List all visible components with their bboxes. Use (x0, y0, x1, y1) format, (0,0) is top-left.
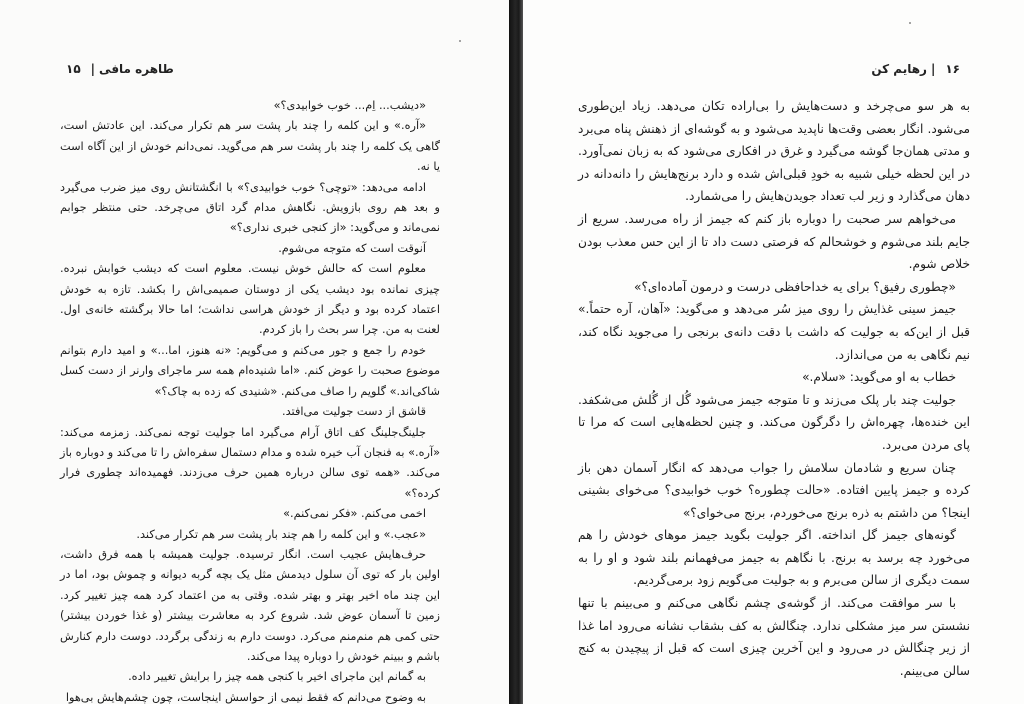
paragraph: با سر موافقت می‌کند. از گوشه‌ی چشم نگاهی می‌کنم و می‌بینم با تنها نشستن سر میز مشکلی ندارد. چنگالش به کف بشقاب نشانه می‌رود اما غذا از زیر چنگالش در می‌رود و این آخرین چیزی است که قبل از پیچیدن به کنج سالن می‌بینم. (578, 596, 970, 678)
left-page (0, 0, 509, 704)
paragraph: «آره.» و این کلمه را چند بار پشت سر هم تکرار می‌کند. این عادتش است، گاهی یک کلمه را چند بار پشت سر هم می‌گوید. نمی‌دانم خودش از این آگاه است یا نه. (60, 119, 440, 174)
right-page-header: ۱۶|رهایم کن (871, 62, 960, 76)
paragraph: به گمانم این ماجرای اخیر با کنجی همه چیز را برایش تغییر داده. (128, 670, 426, 684)
paper-speck (909, 22, 911, 24)
left-page-number: ۱۵ (66, 62, 81, 76)
paragraph: چنان سریع و شادمان سلامش را جواب می‌دهد که انگار آسمان دهن باز کرده و جیمز پایین افتاده. «حالت چطوره؟ خوب خوابیدی؟ می‌خوای بشینی اینجا؟ من داشتم به ذره برنج می‌خوردم، برنج می‌خوای؟» (578, 460, 970, 520)
paper-speck (459, 40, 461, 42)
paragraph: می‌خواهم سر صحبت را دوباره باز کنم که جیمز از راه می‌رسد. سریع از جایم بلند می‌شوم و خوشحالم که فرصتی دست داد تا از این حس معذب بودن خلاص شوم. (578, 211, 970, 272)
right-running-title: رهایم کن (871, 62, 927, 76)
paragraph: به هر سو می‌چرخد و دست‌هایش را بی‌اراده تکان می‌دهد. زیاد این‌طوری می‌شود. انگار بعضی وقت‌ها ناپدید می‌شود و به گوشه‌ای از ذهنش پناه می‌برد و مدتی همان‌جا گوشه می‌گیرد و غرق در افکاری می‌شود که به زبان نمی‌آورد. در این لحظه خیلی شبیه به خودِ قبلی‌اش شده و دارد برنج‌هایش را دانه‌دانه در دهان می‌گذارد و زیر لب تعداد جویدن‌هایش را می‌شمارد. (578, 99, 970, 204)
paragraph: جلینگ‌جلینگ کف اتاق آرام می‌گیرد اما جولیت توجه نمی‌کند. زمزمه می‌کند: «آره.» به فنجان آب خیره شده و مدام دستمال سفره‌اش را تا می‌کند و دوباره باز می‌کند. «همه توی سالن درباره همین حرف می‌زدند. فهمیده‌اند چطوری فرار کرده؟» (60, 425, 440, 500)
paragraph: «چطوری رفیق؟ برای یه خداحافظی درست و درمون آماده‌ای؟» (634, 279, 956, 294)
left-page-header: طاهره مافی|۱۵ (66, 62, 174, 76)
paragraph: خودم را جمع و جور می‌کنم و می‌گویم: «نه هنوز، اما...» و امید دارم بتوانم موضوع صحبت را عوض کنم. «اما شنیده‌ام همه سر ماجرای وارنر از دست کسل شاکی‌اند.» گلویم را صاف می‌کنم. «شنیدی که زده به چاک؟» (60, 343, 440, 398)
paragraph: ادامه می‌دهد: «توچی؟ خوب خوابیدی؟» با انگشتانش روی میز ضرب می‌گیرد و بعد هم روی بازویش. نگاهش مدام گرد اتاق می‌چرخد. حتی منتظر جوابم نمی‌ماند و می‌گوید: «از کنجی خبری نداری؟» (60, 180, 440, 235)
paragraph: آنوقت است که متوجه می‌شوم. (278, 241, 426, 255)
left-running-title: طاهره مافی (99, 62, 174, 76)
book-gutter (509, 0, 523, 704)
paragraph: خطاب به او می‌گوید: «سلام.» (802, 370, 956, 385)
paragraph: قاشق از دست جولیت می‌افتد. (282, 405, 426, 419)
paragraph: حرف‌هایش عجیب است. انگار ترسیده. جولیت همیشه با همه فرق داشت، اولین بار که توی آن سلول دیدمش مثل یک بچه گربه دیوانه و چموش بود، اما در این چند ماه اخیر بهتر و بهتر شده. وقتی به من اعتماد کرد همه چیز تغییر کرد. زمین تا آسمان عوض شد. شروع کرد به معاشرت بیشتر (و غذا خوردن بیشتر) حتی کمی هم منم‌منم می‌کرد. دوست دارم به زندگی برگردد. دوست دارم کنارش باشم و ببینم خودش را دوباره پیدا می‌کند. (60, 547, 440, 663)
paragraph: گونه‌های جیمز گل انداخته. اگر جولیت بگوید جیمز موهای خودش را هم می‌خورد چه برسد به برنج. با نگاهم به جیمز می‌فهمانم بلند شود و او را به سمت دیگری از سالن می‌برم و به جولیت می‌گویم زود برمی‌گردیم. (578, 528, 970, 588)
paragraph: جولیت چند بار پلک می‌زند و تا متوجه جیمز می‌شود گُل از گُلش می‌شکفد. این خنده‌ها، چهره‌اش را دگرگون می‌کند. و چنین لحظه‌هایی است که مرا تا پای مردن می‌برد. (578, 392, 970, 452)
paragraph: اخمی می‌کنم. «فکر نمی‌کنم.» (283, 507, 426, 521)
paragraph: «دیشب... اِم... خوب خوابیدی؟» (273, 99, 426, 112)
paragraph: «عجب.» و این کلمه را هم چند بار پشت سر هم تکرار می‌کند. (136, 527, 426, 541)
paragraph: معلوم است که حالش خوش نیست. معلوم است که دیشب خوابش نبرده. چیزی نمانده بود دیشب یکی از دوستان صمیمی‌اش را بکشد. تازه به خودش اعتماد کرده بود و دیگر از خودش هراسی نداشت؛ اما حالا برگشته خانه‌ی اول. لعنت به من. چرا سر بحث را باز کردم. (60, 262, 440, 337)
paragraph: جیمز سینی غذایش را روی میز سُر می‌دهد و می‌گوید: «آهان، آره حتماً.» قبل از این‌که به جولیت که داشت با دقت دانه‌ی برنجی را می‌جوید نگاه کند، نیم نگاهی به من می‌اندازد. (578, 302, 970, 362)
left-page-body (60, 96, 440, 704)
right-page-body (578, 95, 970, 682)
right-page (523, 0, 1024, 704)
right-page-number: ۱۶ (945, 62, 960, 76)
paragraph: به وضوح می‌دانم که فقط نیمی از حواسش اینجاست، چون چشم‌هایش بی‌هوا (65, 690, 426, 704)
